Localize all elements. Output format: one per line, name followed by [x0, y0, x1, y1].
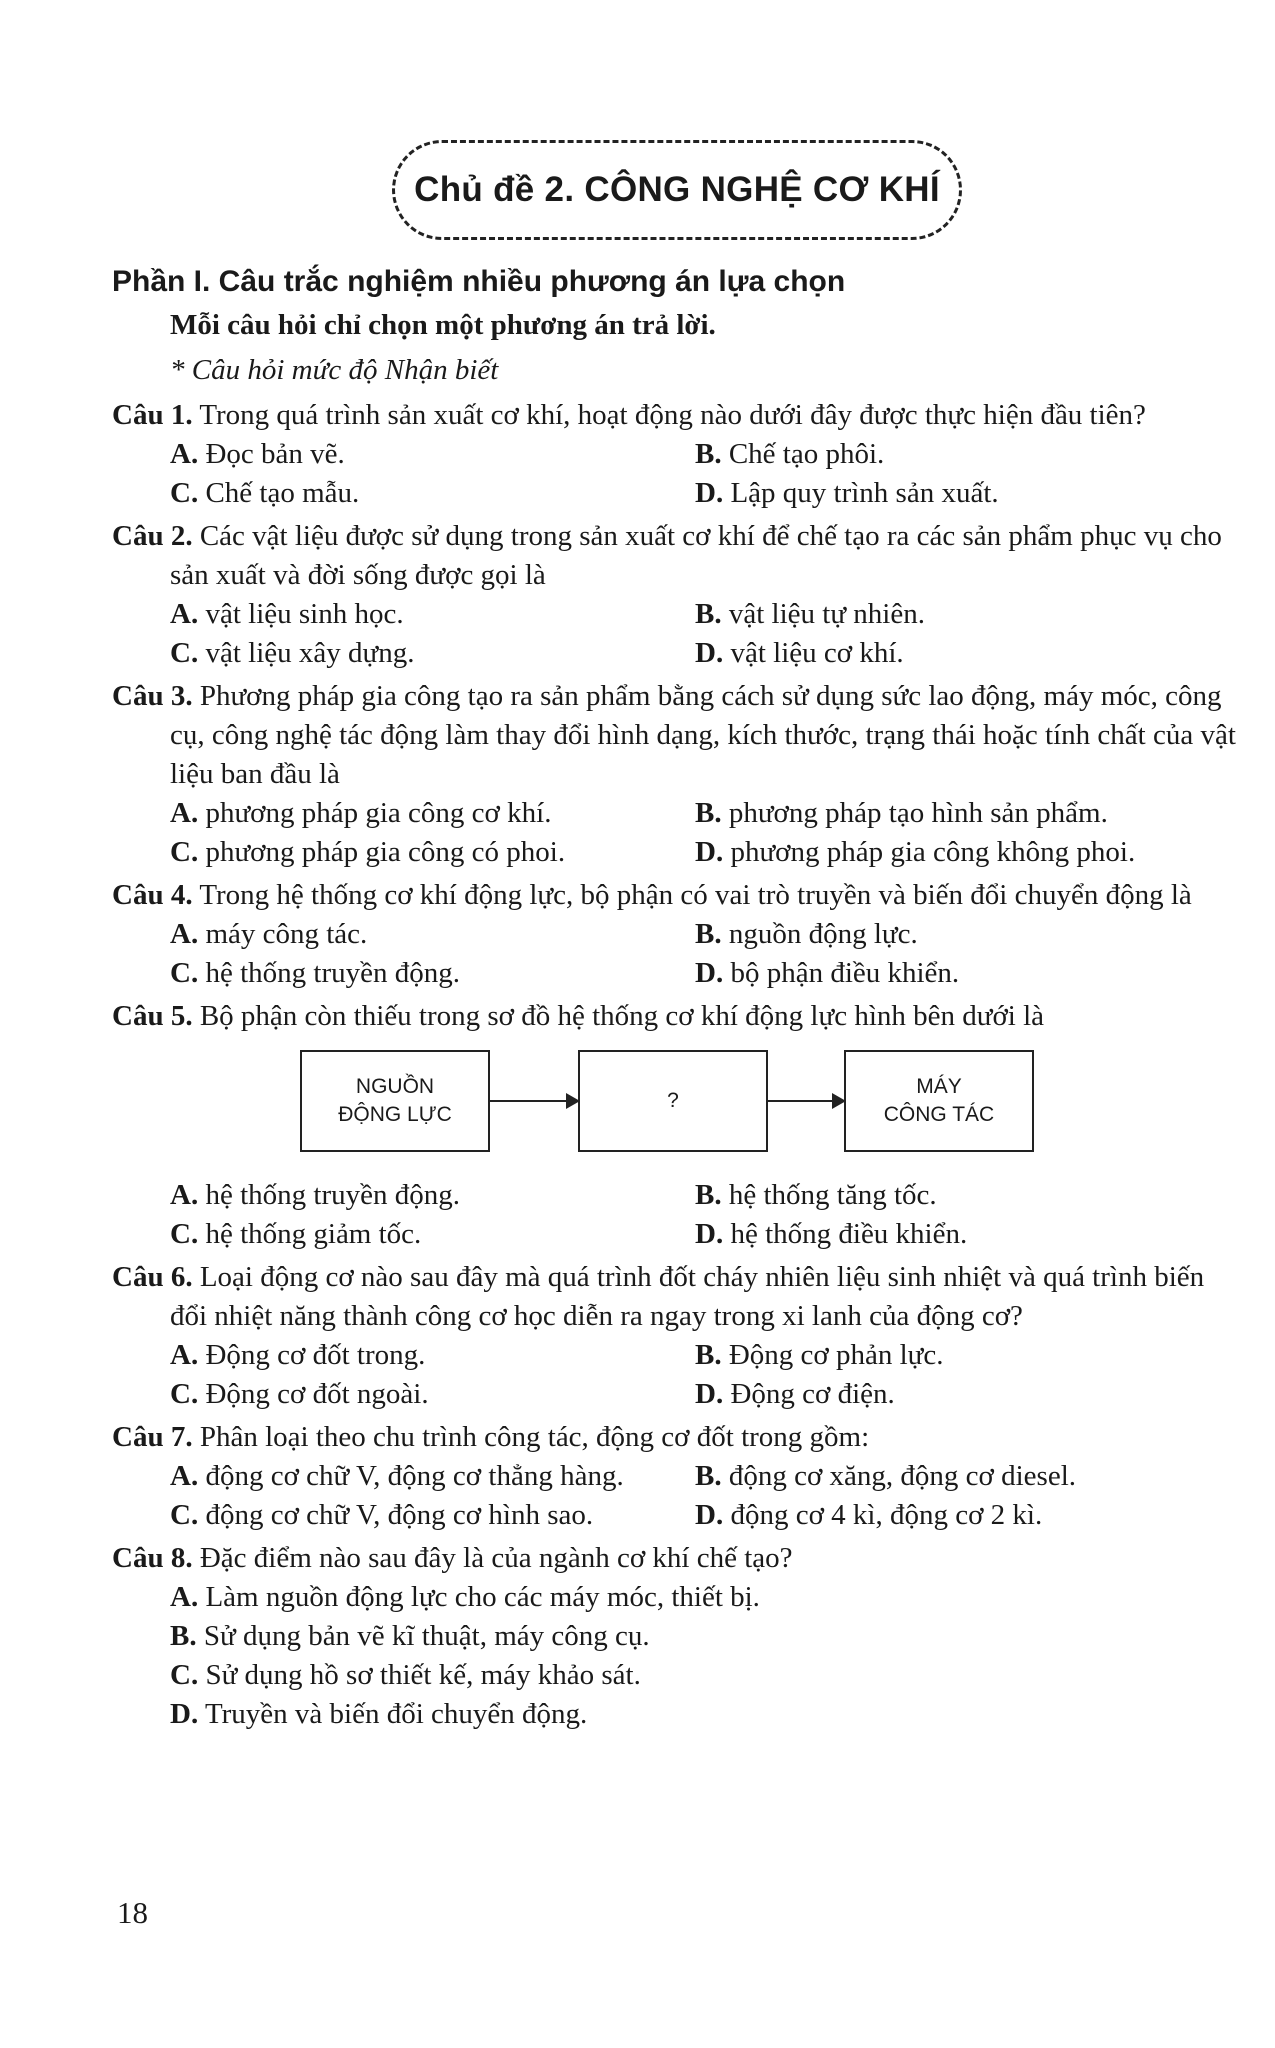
option-text: Động cơ đốt ngoài.: [205, 1378, 429, 1410]
question-7: [112, 1418, 1242, 1535]
question-stem: [112, 876, 1242, 915]
option-text: Truyền và biến đổi chuyển động.: [204, 1698, 588, 1730]
power-system-diagram: [300, 1044, 1242, 1172]
box-label: NGUỒN: [355, 1075, 435, 1098]
option-letter: C.: [170, 957, 199, 989]
option-letter: C.: [170, 1499, 199, 1531]
option-text: Lập quy trình sản xuất.: [730, 477, 999, 509]
question-text: Trong hệ thống cơ khí động lực, bộ phận có vai trò truyền và biến đổi chuyển động là: [199, 879, 1192, 911]
missing-part-box: [578, 1050, 768, 1152]
question-number: Câu 4.: [112, 879, 193, 911]
question-text: Đặc điểm nào sau đây là của ngành cơ khí chế tạo?: [199, 1542, 793, 1574]
question-text: Phương pháp gia công tạo ra sản phẩm bằng cách sử dụng sức lao động, máy móc, công cụ, công nghệ tác động làm thay đổi hình dạng, kích thước, trạng thái hoặc tính chất của vật liệu ban đầu là: [170, 680, 1236, 790]
option-letter: D.: [695, 637, 724, 669]
option-c[interactable]: [170, 1496, 695, 1535]
option-text: phương pháp tạo hình sản phẩm.: [728, 797, 1108, 829]
option-c[interactable]: [170, 634, 695, 673]
content: [112, 262, 1242, 1734]
option-b[interactable]: [695, 1336, 1255, 1375]
question-number: Câu 6.: [112, 1261, 193, 1293]
option-letter: D.: [695, 1378, 724, 1410]
option-letter: B.: [695, 438, 722, 470]
option-text: phương pháp gia công không phoi.: [730, 836, 1136, 868]
option-c[interactable]: [170, 474, 695, 513]
option-text: Động cơ đốt trong.: [205, 1339, 426, 1371]
option-d[interactable]: [170, 1695, 1242, 1734]
box-label: CÔNG TÁC: [883, 1103, 995, 1126]
option-text: hệ thống truyền động.: [205, 1179, 460, 1211]
option-letter: B.: [695, 1179, 722, 1211]
working-machine-box: [844, 1050, 1034, 1152]
option-letter: B.: [695, 797, 722, 829]
option-letter: B.: [170, 1620, 197, 1652]
instruction: Mỗi câu hỏi chỉ chọn một phương án trả lời.: [170, 309, 716, 341]
option-a[interactable]: [170, 1457, 695, 1496]
option-a[interactable]: [170, 1336, 695, 1375]
box-label: MÁY: [916, 1075, 962, 1098]
question-stem: [112, 396, 1242, 435]
question-number: Câu 2.: [112, 520, 193, 552]
option-letter: B.: [695, 918, 722, 950]
option-text: Chế tạo mẫu.: [205, 477, 360, 509]
option-text: bộ phận điều khiển.: [730, 957, 960, 989]
option-text: phương pháp gia công có phoi.: [205, 836, 566, 868]
option-letter: D.: [695, 836, 724, 868]
option-text: hệ thống truyền động.: [205, 957, 460, 989]
option-text: vật liệu xây dựng.: [205, 637, 415, 669]
option-c[interactable]: [170, 1656, 1242, 1695]
question-stem: [112, 1418, 1242, 1457]
option-text: vật liệu sinh học.: [205, 598, 404, 630]
option-d[interactable]: [695, 833, 1255, 872]
option-letter: A.: [170, 1179, 199, 1211]
option-c[interactable]: [170, 954, 695, 993]
topic-title: Chủ đề 2. CÔNG NGHỆ CƠ KHÍ: [414, 170, 940, 209]
option-b[interactable]: [695, 435, 1255, 474]
option-letter: C.: [170, 1659, 199, 1691]
option-letter: C.: [170, 477, 199, 509]
option-letter: D.: [695, 1499, 724, 1531]
option-d[interactable]: [695, 1215, 1255, 1254]
option-text: phương pháp gia công cơ khí.: [205, 797, 552, 829]
question-8: [112, 1539, 1242, 1734]
option-text: Sử dụng hồ sơ thiết kế, máy khảo sát.: [205, 1659, 641, 1691]
option-letter: D.: [170, 1698, 199, 1730]
option-c[interactable]: [170, 1215, 695, 1254]
option-letter: A.: [170, 1339, 199, 1371]
option-a[interactable]: [170, 915, 695, 954]
option-text: động cơ chữ V, động cơ hình sao.: [205, 1499, 594, 1531]
option-a[interactable]: [170, 794, 695, 833]
option-letter: C.: [170, 836, 199, 868]
option-text: động cơ 4 kì, động cơ 2 kì.: [730, 1499, 1043, 1531]
question-stem: [112, 677, 1242, 794]
option-letter: D.: [695, 477, 724, 509]
answer-options: [170, 435, 1242, 513]
option-text: Làm nguồn động lực cho các máy móc, thiết bị.: [205, 1581, 760, 1613]
question-5: [112, 997, 1242, 1254]
option-letter: A.: [170, 1460, 199, 1492]
answer-options: [170, 1176, 1242, 1254]
question-level: * Câu hỏi mức độ Nhận biết: [170, 354, 499, 386]
option-letter: D.: [695, 957, 724, 989]
option-letter: B.: [695, 1339, 722, 1371]
question-number: Câu 1.: [112, 399, 193, 431]
question-stem: [112, 517, 1242, 595]
option-letter: B.: [695, 1460, 722, 1492]
arrow-right-icon: [490, 1100, 578, 1102]
option-a[interactable]: [170, 1578, 1242, 1617]
option-letter: D.: [695, 1218, 724, 1250]
question-number: Câu 3.: [112, 680, 193, 712]
box-label: ?: [667, 1089, 679, 1112]
option-b[interactable]: [695, 1176, 1255, 1215]
option-b[interactable]: [695, 915, 1255, 954]
option-text: hệ thống điều khiển.: [730, 1218, 968, 1250]
option-d[interactable]: [695, 474, 1255, 513]
option-letter: A.: [170, 918, 199, 950]
answer-options: [170, 595, 1242, 673]
topic-heading-box: [392, 140, 962, 240]
question-text: Các vật liệu được sử dụng trong sản xuất cơ khí để chế tạo ra các sản phẩm phục vụ cho sản xuất và đời sống được gọi là: [170, 520, 1222, 591]
option-d[interactable]: [695, 954, 1255, 993]
option-text: Đọc bản vẽ.: [205, 438, 345, 470]
option-b[interactable]: [695, 1457, 1255, 1496]
question-text: Loại động cơ nào sau đây mà quá trình đốt cháy nhiên liệu sinh nhiệt và quá trình biến đổi nhiệt năng thành công cơ học diễn ra ngay trong xi lanh của động cơ?: [170, 1261, 1205, 1332]
question-number: Câu 7.: [112, 1421, 193, 1453]
box-label: ĐỘNG LỰC: [338, 1103, 452, 1126]
page-number: 18: [117, 1895, 148, 1930]
option-text: hệ thống giảm tốc.: [205, 1218, 422, 1250]
question-text: Phân loại theo chu trình công tác, động cơ đốt trong gồm:: [199, 1421, 870, 1453]
part-title: Phần I. Câu trắc nghiệm nhiều phương án lựa chọn: [112, 265, 846, 298]
question-text: Bộ phận còn thiếu trong sơ đồ hệ thống cơ khí động lực hình bên dưới là: [199, 1000, 1045, 1032]
question-stem: [112, 1539, 1242, 1578]
option-c[interactable]: [170, 1375, 695, 1414]
question-text: Trong quá trình sản xuất cơ khí, hoạt động nào dưới đây được thực hiện đầu tiên?: [199, 399, 1146, 431]
option-text: động cơ xăng, động cơ diesel.: [728, 1460, 1077, 1492]
option-b[interactable]: [170, 1617, 1242, 1656]
option-letter: C.: [170, 1218, 199, 1250]
option-a[interactable]: [170, 435, 695, 474]
option-text: Chế tạo phôi.: [728, 438, 885, 470]
option-c[interactable]: [170, 833, 695, 872]
option-b[interactable]: [695, 595, 1255, 634]
answer-options: [170, 1336, 1242, 1414]
option-d[interactable]: [695, 1496, 1255, 1535]
option-text: Động cơ phản lực.: [728, 1339, 944, 1371]
answer-options: [170, 915, 1242, 993]
question-3: [112, 677, 1242, 872]
option-letter: A.: [170, 1581, 199, 1613]
option-text: vật liệu cơ khí.: [730, 637, 904, 669]
option-text: nguồn động lực.: [728, 918, 918, 950]
option-letter: A.: [170, 438, 199, 470]
answer-options: [170, 794, 1242, 872]
option-text: Động cơ điện.: [730, 1378, 895, 1410]
power-source-box: [300, 1050, 490, 1152]
question-stem: [112, 997, 1242, 1036]
option-letter: A.: [170, 797, 199, 829]
option-letter: A.: [170, 598, 199, 630]
option-d[interactable]: [695, 1375, 1255, 1414]
option-text: Sử dụng bản vẽ kĩ thuật, máy công cụ.: [203, 1620, 650, 1652]
option-letter: B.: [695, 598, 722, 630]
option-b[interactable]: [695, 794, 1255, 833]
option-text: động cơ chữ V, động cơ thẳng hàng.: [205, 1460, 624, 1492]
option-text: máy công tác.: [205, 918, 368, 950]
option-text: hệ thống tăng tốc.: [728, 1179, 937, 1211]
option-d[interactable]: [695, 634, 1255, 673]
question-number: Câu 8.: [112, 1542, 193, 1574]
option-text: vật liệu tự nhiên.: [728, 598, 925, 630]
question-stem: [112, 1258, 1242, 1336]
question-6: [112, 1258, 1242, 1414]
answer-options: [170, 1457, 1242, 1535]
arrow-right-icon: [768, 1100, 844, 1102]
option-letter: C.: [170, 637, 199, 669]
question-1: [112, 396, 1242, 513]
answer-options: [170, 1578, 1242, 1734]
option-a[interactable]: [170, 1176, 695, 1215]
question-number: Câu 5.: [112, 1000, 193, 1032]
question-2: [112, 517, 1242, 673]
option-letter: C.: [170, 1378, 199, 1410]
option-a[interactable]: [170, 595, 695, 634]
question-4: [112, 876, 1242, 993]
